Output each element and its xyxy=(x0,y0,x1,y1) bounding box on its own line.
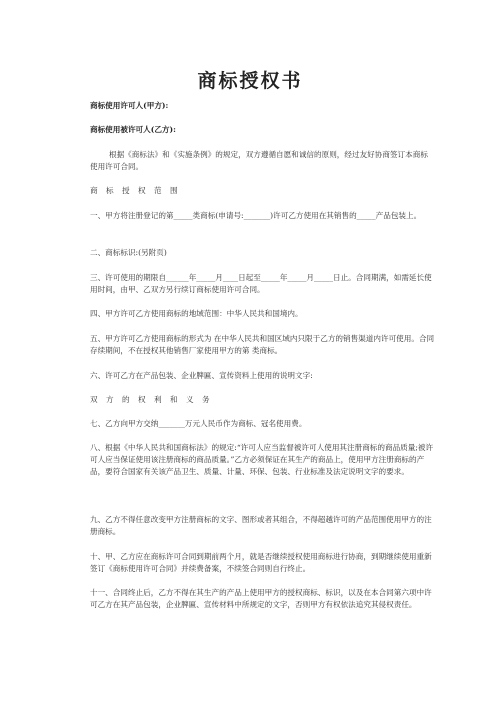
clause-10: 十、甲、乙方应在商标许可合同到期前两个月，就是否继续授权使用商标进行协商，到期继续使用重新签订《商标使用许可合同》并续费备案，不续签合同则自行终止。 xyxy=(90,552,432,573)
clause-2: 二、商标标识:(另附页) xyxy=(90,248,167,257)
scope-heading: 商 标 授 权 范 围 xyxy=(90,186,181,195)
clause-4: 四、甲方许可乙方使用商标的地域范围：中华人民共和国境内。 xyxy=(90,309,303,318)
clause-5: 五、甲方许可乙方使用商标的形式为 在中华人民共和国区域内只限于乙方的销售渠道内许可使用。合同存续期间，不在授权其他销售厂家使用甲方的第 类商标。 xyxy=(90,334,435,355)
licensor-label: 商标使用许可人(甲方): xyxy=(90,101,169,110)
clause-3: 三、许可使用的期限自______年_____月____日起至_____年_____月_____日止。合同期满，如需延长使用时间，由甲、乙双方另行续订商标使用许可合同。 xyxy=(90,273,432,294)
licensee-label: 商标使用被许可人(乙方): xyxy=(90,125,176,134)
rights-heading: 双 方 的 权 利 和 义 务 xyxy=(90,395,213,404)
clause-8: 八、根据《中华人民共和国商标法》的规定:“许可人应当监督被许可人使用其注册商标的商品质量;被许可人应当保证使用该注册商标的商品质量。”乙方必须保证在其生产的商品上，使用甲方注册商标的产品，要符合国家有关该产品卫生、质量、计量、环保、包装、行业标准及法定说明文字的要求。 xyxy=(90,443,434,476)
preamble-paragraph: 根据《商标法》和《实施条例》的规定，双方遵循自愿和诚信的原则，经过友好协商签订本商标使用许可合同。 xyxy=(90,150,428,171)
clause-6: 六、许可乙方在产品包装、企业脾匾、宣传资料上使用的说明文字: xyxy=(90,371,313,380)
clause-9: 九、乙方不得任意改变甲方注册商标的文字、图形或者其组合，不得超越许可的产品范围使用甲方的注册商标。 xyxy=(90,515,432,536)
document-title: 商标授权书 xyxy=(197,70,303,92)
clause-11: 十一、合同终止后，乙方不得在其生产的产品上使用甲方的授权商标、标识，以及在本合同第六项中许可乙方在其产品包装，企业脾匾、宣传材料中所规定的文字，否则甲方有权依法追究其侵权责任。 xyxy=(90,588,432,609)
clause-7: 七、乙方向甲方交纳_______万元人民币作为商标、冠名使用费。 xyxy=(90,419,307,428)
clause-1: 一、甲方将注册登记的第_____类商标(申请号:_______)许可乙方使用在其销售的_____产品包装上。 xyxy=(90,211,422,220)
